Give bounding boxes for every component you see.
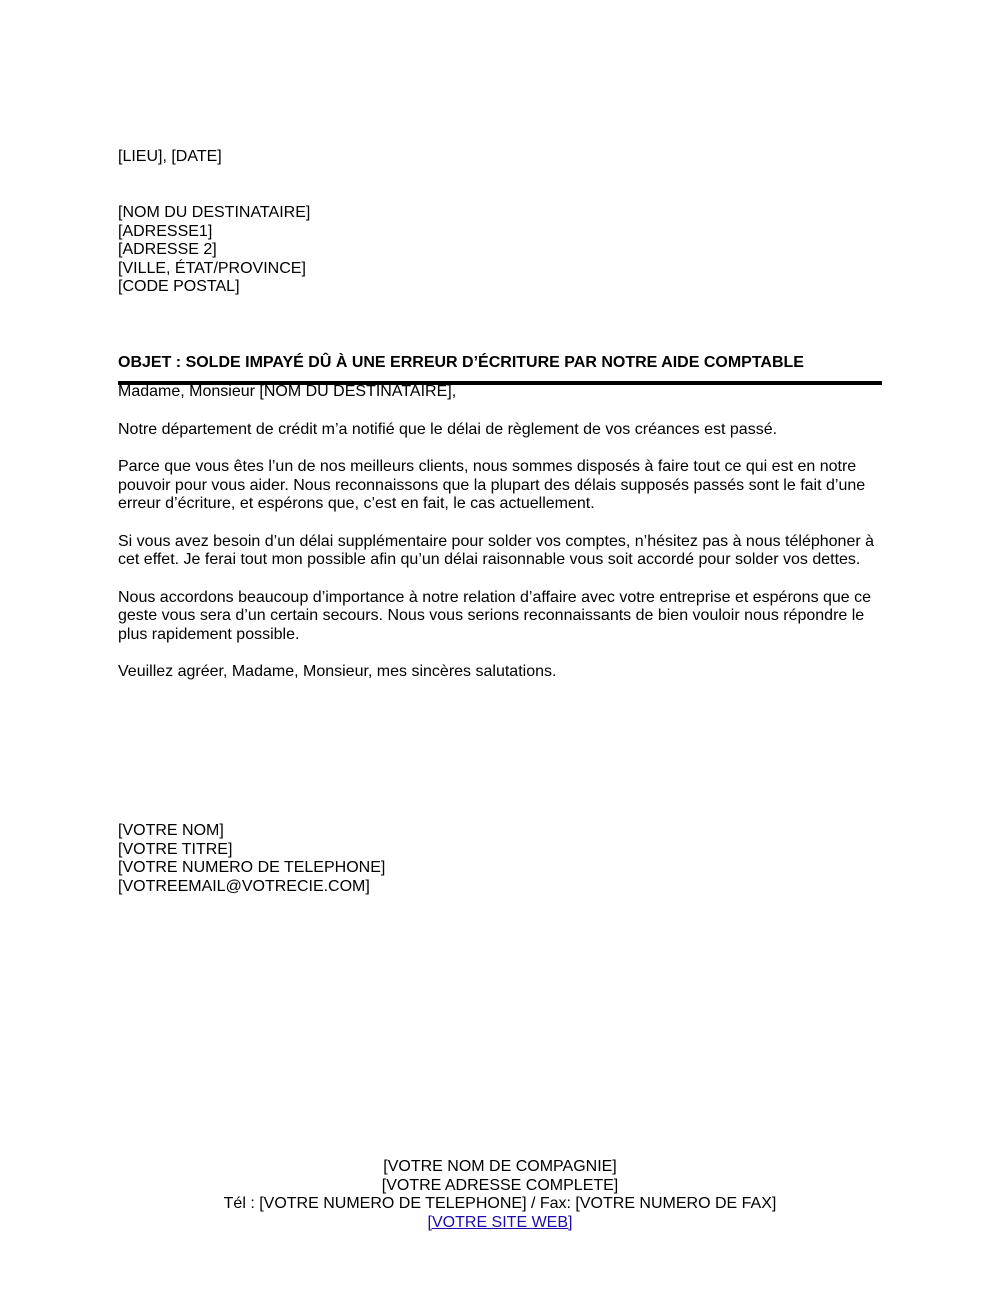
body-paragraph-2: Parce que vous êtes l’un de nos meilleurs clients, nous sommes disposés à faire tout ce qui est en notre pouvoir pour vous aider. Nous reconnaissons que la plupart des délais supposés passés sont le fait d’une erreur d’écriture, et espérons que, c’est en fait, le cas actuellement.	[118, 458, 866, 512]
body-paragraph-1: Notre département de crédit m’a notifié que le délai de règlement de vos créances est passé.	[118, 420, 778, 438]
signature-phone: [VOTRE NUMERO DE TELEPHONE]	[118, 859, 386, 876]
subject-line	[118, 354, 882, 385]
footer-company: [VOTRE NOM DE COMPAGNIE]	[383, 1158, 617, 1175]
place-date-text: [LIEU], [DATE]	[118, 148, 222, 165]
closing-formula: Veuillez agréer, Madame, Monsieur, mes sincères salutations.	[118, 663, 557, 680]
recipient-address-block	[118, 204, 310, 297]
recipient-name: [NOM DU DESTINATAIRE]	[118, 204, 311, 221]
place-date	[118, 148, 222, 167]
letter-body	[118, 383, 888, 701]
signature-name: [VOTRE NOM]	[118, 822, 224, 839]
subject-text: OBJET : SOLDE IMPAYÉ DÛ À UNE ERREUR D’ÉCRITURE PAR NOTRE AIDE COMPTABLE	[118, 354, 804, 371]
recipient-city-state: [VILLE, ÉTAT/PROVINCE]	[118, 259, 306, 277]
signature-block	[118, 822, 385, 896]
body-paragraph-3: Si vous avez besoin d’un délai supplémentaire pour solder vos comptes, n’hésitez pas à nous téléphoner à cet effet. Je ferai tout mon possible afin qu’un délai raisonnable vous soit accordé pour solder vos dettes.	[118, 532, 875, 568]
recipient-address1: [ADRESSE1]	[118, 222, 213, 240]
footer-address: [VOTRE ADRESSE COMPLETE]	[381, 1176, 619, 1194]
signature-email: [VOTREEMAIL@VOTRECIE.COM]	[118, 877, 370, 895]
signature-title: [VOTRE TITRE]	[118, 840, 233, 858]
letter-footer	[0, 1158, 1000, 1232]
recipient-postal-code: [CODE POSTAL]	[118, 278, 240, 295]
salutation: Madame, Monsieur [NOM DU DESTINATAIRE],	[118, 383, 457, 400]
body-paragraph-4: Nous accordons beaucoup d’importance à notre relation d’affaire avec votre entreprise et espérons que ce geste vous sera d’un certain secours. Nous vous serions reconnaissants de bien vouloir nous répondre le plus rapidement possible.	[118, 588, 872, 643]
recipient-address2: [ADRESSE 2]	[118, 241, 217, 258]
footer-website-link[interactable]: [VOTRE SITE WEB]	[427, 1213, 573, 1231]
footer-contact: Tél : [VOTRE NUMERO DE TELEPHONE] / Fax: [VOTRE NUMERO DE FAX]	[223, 1195, 777, 1212]
